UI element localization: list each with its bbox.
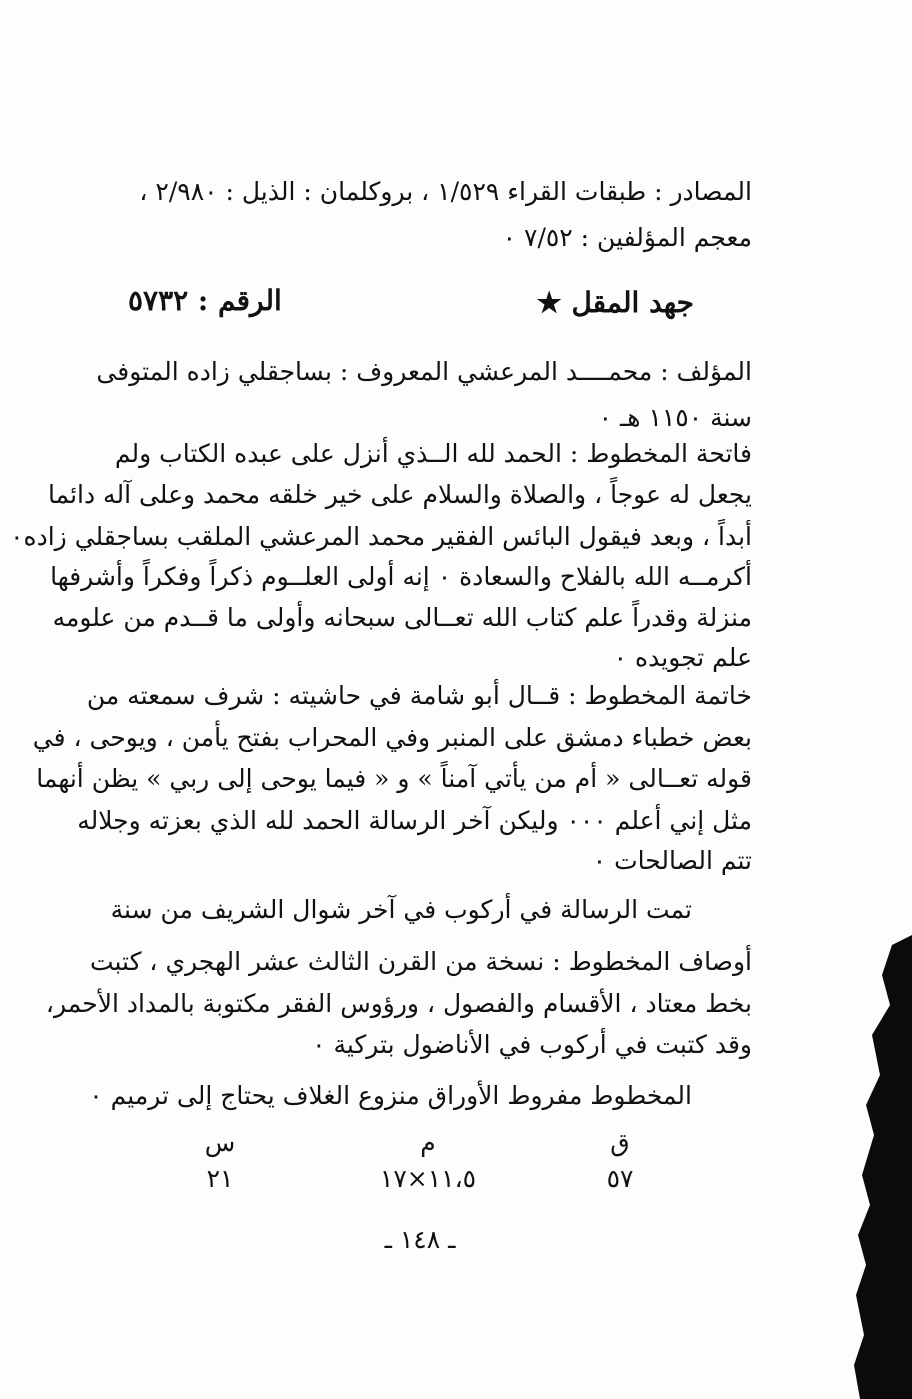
opening-line-5: منزلة وقدراً علم كتاب الله تعــالى سبحانه وأولى ما قــدم من علومه (52, 603, 752, 632)
closing-line-5: تتم الصالحات ٠ (592, 846, 752, 875)
closing-line-3: قوله تعــالى « أم من يأتي آمناً » و « فيما يوحى إلى ربي » يظن أنهما (36, 764, 752, 793)
condition: المخطوط مفروط الأوراق منزوع الغلاف يحتاج إلى ترميم ٠ (89, 1081, 692, 1110)
closing-line-4: مثل إني أعلم ٠٠٠ وليكن آخر الرسالة الحمد لله الذي بعزته وجلاله (77, 806, 752, 835)
sources-line-1: المصادر : طبقات القراء ١/٥٢٩ ، بروكلمان : الذيل : ٢/٩٨٠ ، (139, 177, 752, 206)
table-header-m: م (420, 1128, 436, 1157)
table-header-q: ق (610, 1128, 630, 1157)
closing-line-2: بعض خطباء دمشق على المنبر وفي المحراب بفتح يأمن ، ويوحى ، في (32, 723, 752, 752)
author-line-1: المؤلف : محمــــد المرعشي المعروف : بساجقلي زاده المتوفى (96, 357, 752, 386)
opening-line-1: فاتحة المخطوط : الحمد لله الــذي أنزل على عبده الكتاب ولم (114, 439, 752, 468)
description-line-1: أوصاف المخطوط : نسخة من القرن الثالث عشر الهجري ، كتبت (89, 947, 752, 976)
page-number: ـ ١٤٨ ـ (384, 1225, 456, 1254)
table-header-s: س (204, 1128, 236, 1157)
sources-line-2: معجم المؤلفين : ٧/٥٢ ٠ (502, 223, 752, 252)
colophon: تمت الرسالة في أركوب في آخر شوال الشريف من سنة (110, 895, 692, 924)
description-line-3: وقد كتبت في أركوب في الأناضول بتركية ٠ (312, 1030, 752, 1059)
torn-page-edge (852, 935, 912, 1399)
opening-line-4: أكرمــه الله بالفلاح والسعادة ٠ إنه أولى العلــوم ذكراً وفكراً وأشرفها (50, 562, 752, 591)
table-value-q: ٥٧ (606, 1164, 634, 1193)
table-value-s: ٢١ (206, 1164, 234, 1193)
entry-number: الرقم : ٥٧٣٢ (128, 284, 282, 317)
description-line-2: بخط معتاد ، الأقسام والفصول ، ورؤوس الفقر مكتوبة بالمداد الأحمر، (45, 989, 752, 1018)
opening-line-2: يجعل له عوجاً ، والصلاة والسلام على خير خلقه محمد وعلى آله دائما (48, 480, 752, 509)
closing-line-1: خاتمة المخطوط : قــال أبو شامة في حاشيته : شرف سمعته من (86, 681, 752, 710)
table-value-m: ١١،٥×١٧ (379, 1164, 477, 1193)
opening-line-3: أبداً ، وبعد فيقول البائس الفقير محمد المرعشي الملقب بساجقلي زاده٠ (10, 522, 752, 551)
entry-title: جهد المقل ★ (536, 286, 694, 319)
author-line-2: سنة ١١٥٠ هـ ٠ (598, 403, 752, 432)
opening-line-6: علم تجويده ٠ (613, 643, 752, 672)
